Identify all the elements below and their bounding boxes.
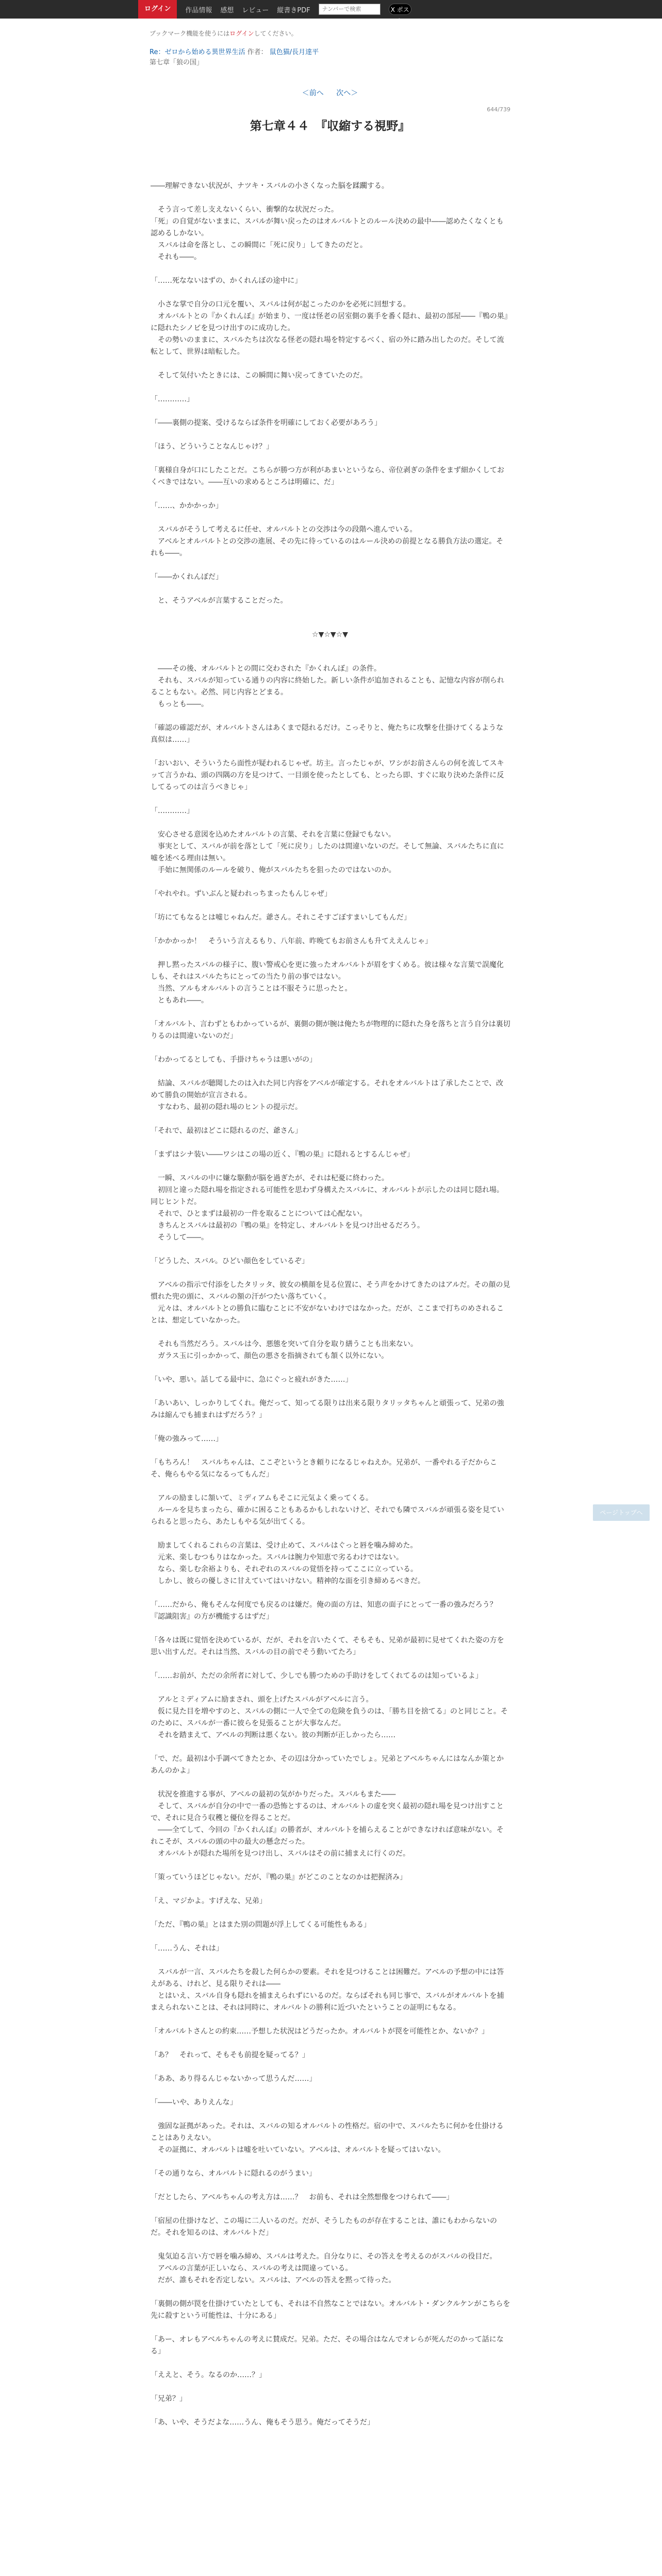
paragraph (150, 2381, 510, 2393)
paragraph (150, 1445, 510, 1457)
paragraph: 押し黙ったスバルの様子に、腹い警戒心を更に強ったオルバルトが眉をすくめる。彼は様々な言葉で誤魔化しも、それはスバルたちにとっての当たり前の事ではない。 (151, 961, 504, 981)
next-link[interactable]: 次へ＞ (336, 89, 358, 97)
paragraph (150, 512, 510, 524)
paragraph: そして、スバルが自分の中で一番の恐怖とするのは、オルバルトの虚を突く最初の隠れ場を見つけ出すことで、それに見合う収穫と優位を得ることだ。 (151, 1802, 504, 1822)
paragraph: 「ほう、どういうことなんじゃけ？」 (151, 443, 273, 451)
paragraph: 「…………」 (151, 807, 194, 815)
paragraph (150, 1623, 510, 1635)
paragraph: だが、誰もそれを否定しない。スバルは、アベルの答えを黙って待った。 (151, 2276, 396, 2284)
paragraph (150, 1907, 510, 1919)
paragraph: スバルがそうして考えるに任せ、オルバルトとの交渉は今の段階へ進んでいる。 (151, 526, 417, 534)
search-input[interactable] (319, 4, 380, 15)
paragraph: 「で、だ。最初は小手調べてきたとか、その辺は分かっていたでしょ。兄弟とアベルちゃんにはなんか策とかあんのかよ」 (151, 1755, 504, 1775)
paragraph: 「坊にてもなるとは嘘じゃねんだ。爺さん。それこそすごぼすまいしてもんだ」 (151, 913, 411, 922)
paragraph (150, 2286, 510, 2298)
paragraph (150, 2180, 510, 2192)
paragraph: そうして――。 (151, 1233, 208, 1242)
paragraph (150, 1327, 510, 1338)
paragraph: 状況を推進する事が、アベルの最初の気がかりだった。スバルもまた―― (151, 1790, 396, 1799)
paragraph: アルの励ましに頷いて、ミディアムもそこに元気よく乗ってくる。 (151, 1494, 373, 1502)
paragraph: 結論、スバルが聴聞したのは入れた同じ内容をアベルが確定する。それをオルバルトは了承したことで、改めて勝負の開始が宣言される。 (151, 1079, 504, 1099)
paragraph (150, 1481, 510, 1493)
paragraph (150, 1386, 510, 1398)
paragraph (150, 1860, 510, 1872)
paragraph (150, 2014, 510, 2026)
paragraph: 「俺の強みって……」 (151, 1435, 223, 1443)
paragraph (150, 2239, 510, 2251)
paragraph: 安心させる意図を込めたオルバルトの言葉、それを言葉に登録でもない。 (151, 831, 396, 839)
paragraph: 事実として、スバルが前を落として「死に戻り」したのは間違いないのだ。そして無論、スバルたちに直に嘘を述べる理由は無い。 (151, 842, 504, 862)
paragraph: スバルは命を落とし、この瞬間に「死に戻り」してきたのだと。 (151, 241, 367, 249)
notice-suffix: してください。 (254, 30, 297, 37)
paragraph: 「おいおい、そういうたら面性が疑われるじゃぜ。坊主。言ったじゃが、ワシがお前さんらの何を流してスキッて言うかね、頭の四隅の方を見つけて、一目頭を使ったとしても、とったら即、すぐに取り決めた条件に反してるってのは言うべきじゃ」 (151, 759, 504, 791)
paragraph: 「…………」 (151, 395, 194, 403)
paragraph (150, 900, 510, 912)
paragraph (150, 1362, 510, 1374)
paragraph: それも――。 (151, 253, 201, 261)
paragraph (150, 382, 510, 394)
paragraph: アベルとオルバルトとの交渉の進展、その先に待っているのはルール決めの前提となる勝負方法の選定。それも――。 (151, 537, 504, 557)
paragraph: きちんとスバルは最初の『鴨の巣』を特定し、オルバルトを見つけ出せるだろう。 (151, 1222, 425, 1230)
paragraph: もっとも――。 (151, 700, 208, 708)
paragraph: 「やれやれ。ずいぶんと疑われっちまったもんじゃぜ」 (151, 890, 332, 898)
author-label: 作者： (247, 48, 268, 56)
paragraph: 「どうした、スバル。ひどい顔色をしているぞ」 (151, 1257, 309, 1265)
paragraph (150, 710, 510, 722)
paragraph: ともあれ――。 (151, 996, 208, 1005)
paragraph: と、そうアベルが言葉することだった。 (151, 597, 288, 605)
paragraph: それで、ひとまずは最初の一件を取ることについては心配ない。 (151, 1210, 367, 1218)
paragraph: 「あ？ それって、そもそも前提を疑ってる？」 (151, 2051, 309, 2059)
paragraph: 「かかかっか！ そういう言えるもり、八年前、昨晩てもお前さんも升てええんじゃ」 (151, 937, 432, 945)
page-top-button[interactable]: ページトップへ (593, 1504, 650, 1521)
paragraph: 手始に無関係のルールを破り、俺がスバルたちを狙ったのではないのか。 (151, 866, 396, 874)
paragraph: 「……、かかかっか」 (151, 502, 223, 510)
nav-link-impressions[interactable]: 感想 (220, 6, 234, 14)
paragraph: 「え、マジかよ。すげえな、兄弟」 (151, 1897, 267, 1905)
paragraph: 「わかってるとしても、手掛けちゃうは悪いがの」 (151, 1056, 317, 1064)
paragraph (150, 2204, 510, 2215)
paragraph: そして気付いたときには、この瞬間に舞い戻ってきていたのだ。 (151, 371, 367, 380)
paragraph: アルとミディアムに励まされ、頭を上げたスバルがアベルに言う。 (151, 1696, 373, 1704)
paragraph: 「まずはシナ装い――ワシはこの場の近く、『鴨の巣』に隠れるとするんじゃぜ」 (151, 1150, 414, 1159)
paragraph (150, 1741, 510, 1753)
paragraph (150, 1421, 510, 1433)
paragraph: 「――いや、ありえんな」 (151, 2098, 237, 2107)
paragraph: 「あいあい、しっかりしてくれ。俺だって、知ってる限りは出来る限りタリッタちゃんと頑張って、兄弟の強みは縮んでも捕まれはずだろう？」 (151, 1399, 504, 1419)
paragraph: 小さな掌で自分の口元を覆い、スバルは何が起こったのかを必死に回想する。 (151, 300, 410, 309)
paragraph: ガラス玉に引っかかって、顔色の悪さを指摘されても頷く以外にない。 (151, 1352, 389, 1360)
paragraph (150, 924, 510, 936)
paragraph (150, 2038, 510, 2049)
paragraph: 「各々は既に覚悟を決めているが、だが、それを言いたくて、そもそも、兄弟が最初に見せてくれた姿の方を思い出すんだ。それは当然、スバルの目の前でそう動いてたろ」 (151, 1636, 504, 1656)
paragraph: 「――かくれんぼだ」 (151, 573, 223, 581)
paragraph: 「オルバルト、言わずともわかっているが、裏側の側が腕は俺たちが物理的に隠れた身を落ちと言う自分は裏切りるのは間違いないのだ」 (151, 1020, 510, 1040)
paragraph: 当然、アルもオルバルトの言うことは不服そうに思ったと。 (151, 985, 352, 993)
login-notice (150, 29, 510, 38)
notice-text: ブックマーク機能を使うには (150, 30, 230, 37)
paragraph: 「あー、オレもアベルちゃんの考えに賛成だ。兄弟。ただ、その場合はなんでオレらが死んだのかって話になる」 (151, 2335, 504, 2355)
paragraph: ――理解できない状況が、ナツキ・スバルの小さくなった脳を蹂躙する。 (151, 182, 389, 190)
paragraph (150, 1658, 510, 1670)
paragraph: その勢いのままに、スバルたちは次なる怪老の隠れ場を特定するべく、宿の外に踏み出したのだ。そして流転として、世界は暗転した。 (151, 336, 504, 356)
paragraph: それも当然だろう。スバルは今、悪態を突いて自分を取り繕うことも出来ない。 (151, 1340, 418, 1348)
paragraph (150, 2405, 510, 2417)
paragraph: 元々は、オルバルトとの勝負に臨むことに不安がないわけではなかった。だが、ここまで打ちのめされることは、想定していなかった。 (151, 1304, 504, 1325)
paragraph (150, 1042, 510, 1054)
paragraph (150, 1682, 510, 1694)
paragraph: 「だとしたら、アベルちゃんの考え方は……？ お前も、それは全然想像をつけられて――」 (151, 2193, 454, 2201)
paragraph (150, 1884, 510, 1895)
paragraph: オルバルトとの『かくれんぼ』が始まり、一度は怪老の居室側の裏手を番く隠れ、最初の部屋――『鴨の巣』に隠れたシノビを見つけ出すのに成功した。 (151, 312, 508, 332)
chapter-title: 第七章４４ 『収縮する視野』 (250, 120, 410, 133)
paragraph (150, 1955, 510, 1967)
paragraph: 「策っていうほどじゃない。だが、『鴨の巣』がどこのことなのかは把握済み」 (151, 1873, 407, 1882)
paragraph: アベルの言葉が正しいなら、スバルの考えは間違っている。 (151, 2264, 353, 2273)
paragraph (150, 583, 510, 595)
paragraph (150, 1137, 510, 1149)
paragraph (150, 287, 510, 299)
paragraph: 「確認の確認だが、オルバルトさんはあくまで隠れるだけ。こっそりと、俺たちに攻撃を仕掛けてくるような真似は……」 (151, 724, 504, 744)
notice-login-link[interactable]: ログイン (229, 30, 254, 37)
paragraph (150, 358, 510, 370)
paragraph (150, 263, 510, 275)
paragraph: 一瞬、スバルの中に嫌な駆動が脳を過ぎたが、それは杞憂に終わった。 (151, 1174, 389, 1182)
paragraph (150, 1777, 510, 1789)
paragraph (150, 560, 510, 571)
paragraph: 強固な証拠があった。それは、スバルの知るオルバルトの性格だ。宿の中で、スバルたちに何かを仕掛けることはありえない。 (151, 2122, 504, 2142)
paragraph: 「……うん、それは」 (151, 1944, 223, 1953)
share-button[interactable]: X ポスト (389, 4, 411, 15)
paragraph: ――その後、オルバルトとの間に交わされた『かくれんぼ』の条件。 (151, 665, 382, 673)
paragraph (150, 1066, 510, 1078)
paragraph: すなわち、最初の隠れ場のヒントの提示だ。 (151, 1103, 302, 1111)
paragraph: 「ええと、そう。なるのか……？」 (151, 2371, 266, 2379)
paragraph (150, 1161, 510, 1173)
paragraph (150, 488, 510, 500)
paragraph (150, 405, 510, 417)
paragraph: 「兄弟？」 (151, 2395, 187, 2403)
paragraph: 「ああ、あり得るんじゃないかって思うんだ……」 (151, 2075, 317, 2083)
paragraph: それを踏まえて、アベルの判断は悪くない。彼の判断が正しかったら…… (151, 1731, 396, 1739)
paragraph (150, 2156, 510, 2168)
paragraph (150, 1244, 510, 1256)
paragraph: 仮に見た目を増やすのと、スバルの側に一人で全ての危険を負うのは、「勝ち目を捨てる」のと同じこと。そのために、スバルが一番に彼らを見張ることが大事なんだ。 (151, 1707, 508, 1727)
paragraph: 「……死なないはずの、かくれんぼの途中に」 (151, 277, 302, 285)
paragraph: スバルが一言、スバルたちを殺した何らかの要素。それを見つけることは困難だ。アベルの予想の中には答えがある、けれど、見る限りそれは―― (151, 1968, 504, 1988)
paragraph: 「裏様自身が口にしたことだ。こちらが勝つ方が利があまいというなら、帝位剥ぎの条件をまず細かくしておくべきではない。――互いの求めるところは明確に、だ」 (151, 466, 504, 486)
nav-link-pdf[interactable]: 縦書きPDF (277, 6, 310, 14)
paragraph: なら、楽しむ余裕よりも、それぞれのスバルの覚悟を持ってここに立っている。 (151, 1565, 418, 1573)
pager (150, 88, 510, 98)
paragraph: 「もちろん！ スバルちゃんは、ここぞというとき頼りになるじゃねえか。兄弟が、一番やれる子だからこそ、俺らもやる気になるってもんだ」 (151, 1459, 497, 1479)
series-link[interactable]: Re：ゼロから始める異世界生活 (150, 48, 245, 56)
paragraph (150, 607, 510, 619)
paragraph: それも、スバルが知っている通りの内容に終始した。新しい条件が追加されることも、記憶な内容が削られることもない。必然、同じ内容とどまる。 (151, 676, 504, 697)
paragraph (150, 192, 510, 204)
breadcrumb (150, 47, 510, 68)
paragraph (150, 1007, 510, 1019)
nav-link-info[interactable]: 作品情報 (185, 6, 212, 14)
paragraph (150, 947, 510, 959)
paragraph: とはいえ、スバル自身も隠れを捕まえられずにいるのだ。ならばそれも同じ事で、スバルがオルバルトを捕まえられないことは、それは同時に、オルバルトの勝利に近づいたということの証明にもなる。 (151, 1992, 504, 2012)
paragraph: アベルの指示で付添をしたタリッタ、彼女の横顔を見る位置に、そう声をかけてきたのはアルだ。その顔の見慣れた兜の頭に、スバルの額の汗がつたい落ちていく。 (151, 1281, 510, 1301)
paragraph (150, 1931, 510, 1943)
paragraph (150, 793, 510, 805)
paragraph: 「……お前が、ただの余所者に対して、少しでも勝つための手助けをしてくれてるのは知っているよ」 (151, 1672, 483, 1680)
paragraph: 「宿屋の仕掛けなど、この場に二人いるのだ。だが、そうしたものが存在することは、誰にもわからないのだ。それを知るのは、オルバルトだ」 (151, 2217, 497, 2237)
paragraph (150, 2085, 510, 2097)
paragraph: 励ましてくれるこれらの言葉は、受け止めて、スバルはぐっと唇を噛み締めた。 (151, 1541, 418, 1550)
nav-link-review[interactable]: レビュー (242, 6, 269, 14)
paragraph: ――全てして、今回の『かくれんぼ』の勝者が、オルバルトを捕らえることができなければ意味がない。それこそが、スバルの頭の中の最大の懸念だった。 (151, 1826, 504, 1846)
paragraph: 「……だから、俺もそんな何度でも戻るのは嫌だ。俺の面の方は、知恵の面子にとって一番の強みだろう？『認識阻害』の方が機能するはずだ」 (151, 1601, 497, 1621)
paragraph (150, 746, 510, 758)
paragraph: 「それで、最初はどこに隠れるのだ、爺さん」 (151, 1127, 302, 1135)
paragraph: 「ただ、『鴨の巣』とはまた別の問題が浮上してくる可能性もある」 (151, 1921, 371, 1929)
paragraph (150, 1528, 510, 1540)
paragraph: ☆▼☆▼☆▼ (312, 631, 348, 639)
paragraph (150, 1267, 510, 1279)
paragraph (150, 2358, 510, 2369)
paragraph (150, 429, 510, 441)
paragraph: ルールを見ちまったら、確かに困ることもあるかもしれないけど、それでも隣でスバルが頑張る姿を見ていられると思ったら、あたしもやる気が出てくる。 (151, 1506, 504, 1526)
paragraph (150, 876, 510, 888)
paragraph (150, 817, 510, 829)
paragraph: 「――裏側の提案、受けるならば条件を明確にしておく必要があろう」 (151, 419, 382, 427)
paragraph: その証拠に、オルバルトは嘘を吐いていない。アベルは、オルバルトを疑ってはいない。 (151, 2146, 445, 2154)
paragraph (150, 2061, 510, 2073)
paragraph: オルバルトが隠れた場所を見つけ出し、スバルはその前に捕まえに行くのだ。 (151, 1850, 410, 1858)
paragraph: 「死」の自覚がないままに、スバルが舞い戻ったのはオルバルトとのルール決めの最中――認めたくなくとも認めるしかない。 (151, 217, 504, 238)
top-bar (0, 0, 662, 25)
paragraph: 「その通りなら、オルバルトに隠れるのがうまい」 (151, 2170, 317, 2178)
paragraph: 鬼気迫る言い方で唇を噛み締め、スバルは考えた。自分なりに、その答えを考えるのがスバルの役目だ。 (151, 2252, 497, 2261)
paragraph: 「裏側の側が罠を仕掛けていたとしても、それは不自然なことではない。オルバルト・ダンクルケンがこちらを先に殺すという可能性は、十分にある」 (151, 2300, 510, 2320)
paragraph: 「あ、いや、そうだよな……うん、俺もそう思う。俺だってそうだ」 (151, 2418, 374, 2427)
paragraph (150, 453, 510, 465)
paragraph (150, 2109, 510, 2121)
paragraph: そう言って差し支えないくらい、衝撃的な状況だった。 (151, 206, 338, 214)
paragraph (150, 1587, 510, 1599)
chapter-name: 第七章「狼の国」 (150, 59, 204, 66)
paragraph: 「いや、悪い。話してる最中に、急にぐっと疲れがきた……」 (151, 1376, 353, 1384)
login-button[interactable]: ログイン (138, 0, 177, 19)
paragraph: 「オルバルトさんとの約束……予想した状況はどうだったか。オルバルトが罠を可能性とか、ないか？」 (151, 2027, 489, 2036)
paragraph (150, 2322, 510, 2334)
paragraph (150, 1113, 510, 1125)
paragraph (150, 651, 510, 663)
prev-link[interactable]: ＜前へ (302, 89, 324, 97)
author-link[interactable]: 鼠色猫/長月達平 (269, 48, 319, 56)
paragraph: しかし、彼らの優しさに甘えていてはいけない。精神的な面を引き締めるべきだ。 (151, 1577, 425, 1585)
paragraph: 元来、楽しむつもりはなかった。スバルは腕力や知恵で劣るわけではない。 (151, 1553, 403, 1562)
page-number: 644/739 (487, 106, 510, 113)
paragraph: 初回と違った隠れ場を指定される可能性を思わず身構えたスバルに、オルバルトが示したのは同じ隠れ場。同じヒントだ。 (151, 1186, 504, 1206)
novel-body (150, 180, 510, 2429)
